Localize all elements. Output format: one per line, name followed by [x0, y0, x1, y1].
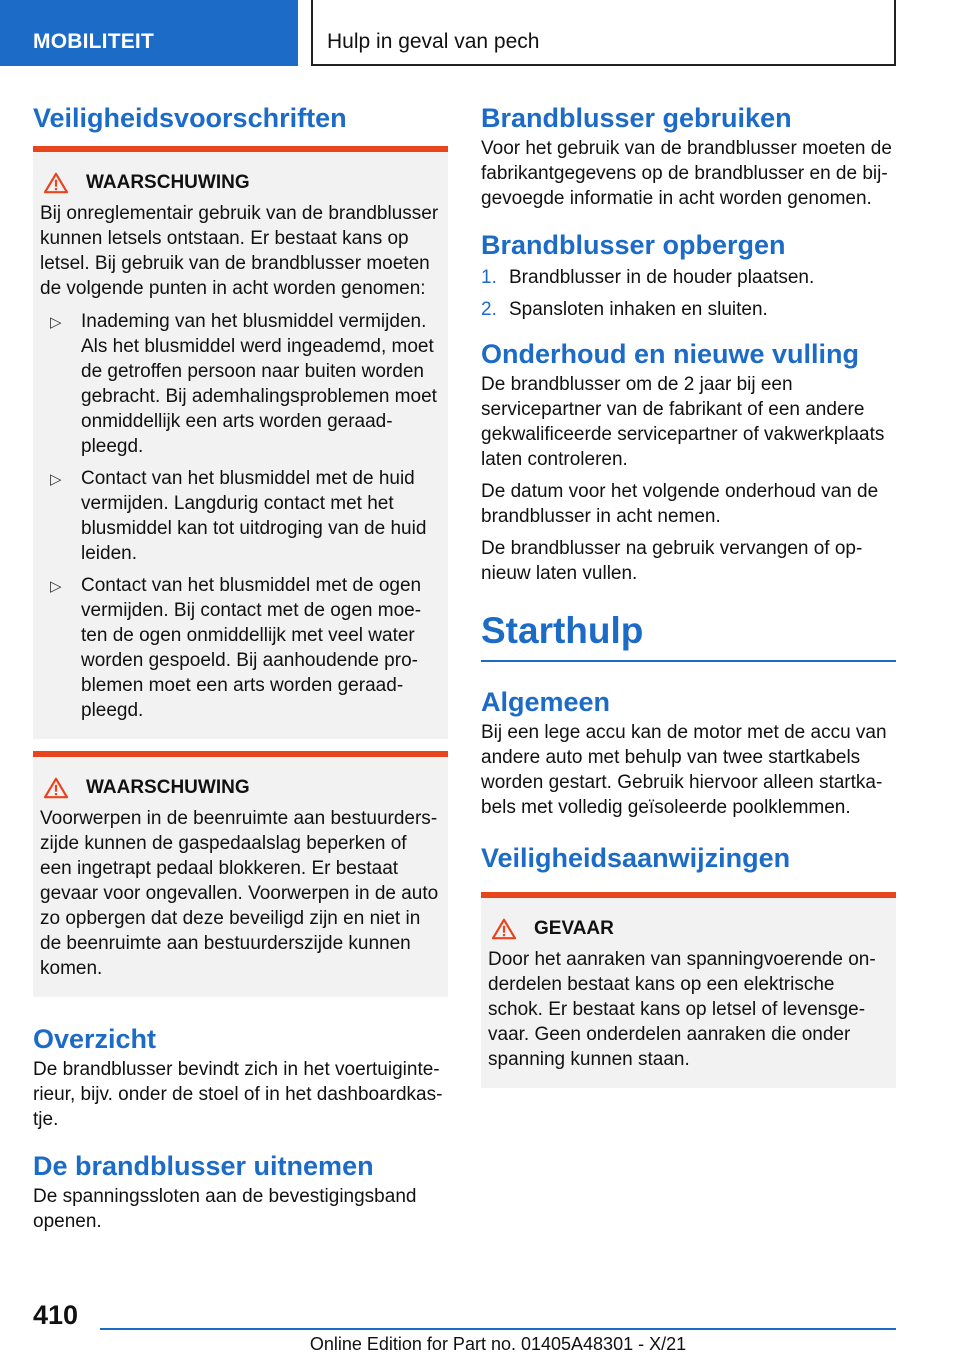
warning-label: WAARSCHUWING	[86, 172, 250, 193]
general-text: Bij een lege accu kan de motor met de accu van andere auto met behulp van twee startkabels worden gestart. Gebruik hiervoor alleen startkabels met volledig geïsoleerde poolklemmen.	[481, 722, 887, 818]
safety-rules-heading: Veiligheidsvoorschriften	[33, 103, 347, 133]
jumpstart-heading: Starthulp	[481, 610, 644, 651]
danger-text: Door het aanraken van spanningvoerende onderdelen bestaat kans op een elektrische schok. Er bestaat kans op letsel of levensgevaar. Geen onderdelen aanraken die onder spanning kunnen staan.	[488, 949, 876, 1070]
safety-instructions-heading: Veiligheidsaanwijzingen	[481, 843, 791, 873]
triangle-bullet-icon: ▷	[50, 314, 62, 331]
header-section-label: MOBILITEIT	[33, 30, 154, 53]
warning-label: WAARSCHUWING	[86, 777, 250, 798]
section-divider	[481, 660, 896, 662]
remove-heading: De brandblusser uitnemen	[33, 1151, 374, 1181]
list-item	[40, 573, 440, 723]
list-item-text: Contact van het blusmiddel met de huid vermijden. Langdurig contact met het blusmiddel kan tot uitdroging van de huid leiden.	[81, 468, 427, 564]
step-number: 2.	[481, 299, 497, 320]
warning-triangle-icon	[42, 172, 70, 194]
header-chapter-box	[311, 0, 896, 66]
store-heading: Brandblusser opbergen	[481, 230, 786, 260]
header-section-tab	[0, 0, 298, 66]
warning-triangle-icon	[42, 777, 70, 799]
step-text: Spansloten inhaken en sluiten.	[509, 299, 768, 320]
list-item	[481, 265, 896, 290]
warning-header	[40, 775, 440, 800]
list-item	[40, 309, 440, 459]
list-item	[40, 466, 440, 566]
warning-text: Bij onreglementair gebruik van de brandblusser kunnen letsels ontstaan. Er bestaat kans op letsel. Bij gebruik van de brandblusser moeten de volgende punten in acht worden genomen:	[40, 203, 439, 299]
overview-heading: Overzicht	[33, 1024, 157, 1054]
maintenance-text-1: De brandblusser om de 2 jaar bij een servicepartner van de fabrikant of een andere gekwalificeerde servicepartner of vakwerkplaats laten controleren.	[481, 374, 885, 470]
maintenance-text-3: De brandblusser na gebruik vervangen of opnieuw laten vullen.	[481, 538, 863, 584]
maintenance-heading: Onderhoud en nieuwe vulling	[481, 339, 860, 369]
list-item	[481, 297, 896, 322]
header-chapter-title: Hulp in geval van pech	[327, 30, 540, 53]
maintenance-text-2: De datum voor het volgende onderhoud van de brandblusser in acht nemen.	[481, 481, 879, 527]
step-text: Brandblusser in de houder plaatsen.	[509, 267, 815, 288]
warning-box-1	[33, 146, 448, 739]
warning-text: Voorwerpen in de beenruimte aan bestuurderszijde kunnen de gaspedaalslag beperken of een ingetrapt pedaal blokkeren. Er bestaat gevaar voor ongevallen. Voorwerpen in de auto zo opbergen dat deze beveiligd zijn en niet in de beenruimte aan bestuurderszijde kunnen komen.	[40, 808, 439, 979]
warning-header	[40, 170, 440, 195]
overview-text: De brandblusser bevindt zich in het voertuiginterieur, bijv. onder de stoel of in het dashboardkastje.	[33, 1059, 443, 1130]
warning-triangle-icon	[490, 918, 518, 940]
danger-label: GEVAAR	[534, 918, 614, 939]
list-item-text: Inademing van het blusmiddel vermijden. Als het blusmiddel werd ingeademd, moet de getroffen persoon naar buiten worden gebracht. Bij ademhalingsproblemen moet onmiddellijk een arts worden geraadpleegd.	[81, 311, 437, 457]
footer-divider	[100, 1328, 896, 1330]
list-item-text: Contact van het blusmiddel met de ogen vermijden. Bij contact met de ogen moeten de ogen onmiddellijk met veel water worden gespoeld. Bij aanhoudende problemen moet een arts worden geraadpleegd.	[81, 575, 422, 721]
remove-text: De spanningssloten aan de bevestigingsband openen.	[33, 1186, 417, 1232]
triangle-bullet-icon: ▷	[50, 578, 62, 595]
triangle-bullet-icon: ▷	[50, 471, 62, 488]
general-heading: Algemeen	[481, 687, 611, 717]
footer-edition: Online Edition for Part no. 01405A48301 - X/21	[309, 1334, 687, 1354]
danger-header	[488, 916, 888, 941]
step-number: 1.	[481, 267, 497, 288]
left-column	[33, 100, 448, 1234]
use-text: Voor het gebruik van de brandblusser moeten de fabrikantgegevens op de brandblusser en de bijgevoegde informatie in acht worden genomen.	[481, 138, 892, 209]
page-number: 410	[33, 1300, 79, 1330]
danger-box	[481, 892, 896, 1088]
use-heading: Brandblusser gebruiken	[481, 103, 792, 133]
warning-box-2	[33, 751, 448, 997]
right-column	[481, 100, 896, 1088]
